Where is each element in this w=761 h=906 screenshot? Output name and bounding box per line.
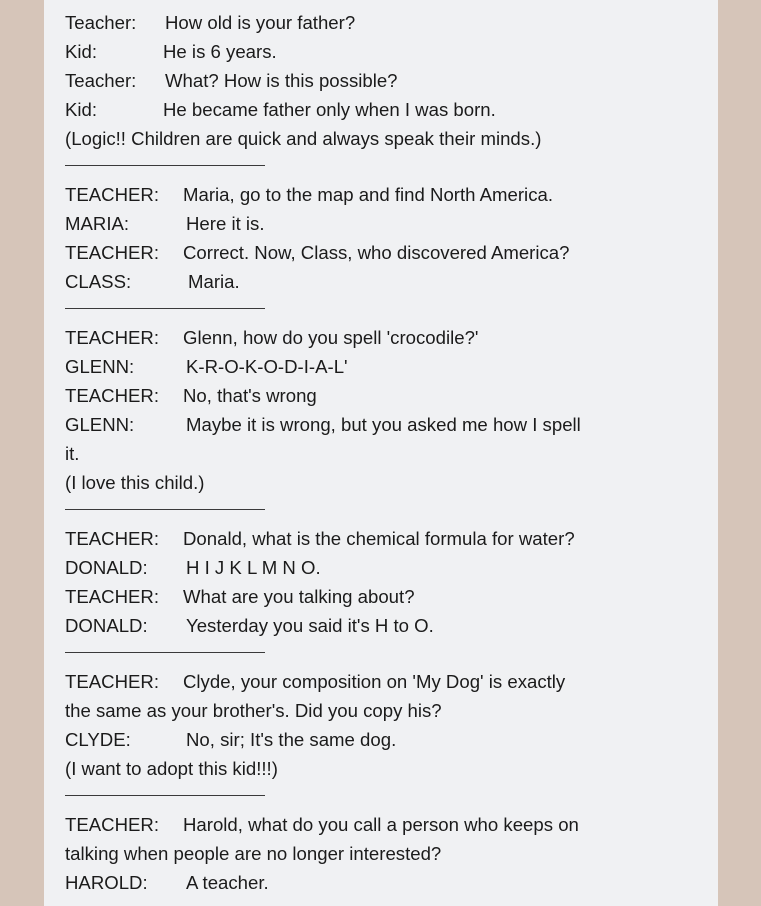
speaker-label: CLASS: [65,271,132,292]
dialogue-text: Yesterday you said it's H to O. [186,615,434,636]
speaker-label: CLYDE: [65,729,131,750]
speaker-label: TEACHER: [65,814,160,835]
joke-document [44,0,718,906]
dialogue-line [65,611,718,640]
dialogue-text: (I love this child.) [65,472,205,493]
speaker-label: TEACHER: [65,671,160,692]
speaker-label: Teacher: [65,70,137,91]
dialogue-text: How old is your father? [165,12,356,33]
dialogue-line [65,180,718,209]
dialogue-line [65,267,718,296]
dialogue-text: Clyde, your composition on 'My Dog' is exactly [183,671,566,692]
section-divider [65,652,265,653]
section-divider [65,795,265,796]
dialogue-line [65,696,718,725]
dialogue-line [65,524,718,553]
dialogue-text: Harold, what do you call a person who keeps on [183,814,579,835]
speaker-label: MARIA: [65,213,130,234]
dialogue-text: No, sir; It's the same dog. [186,729,397,750]
dialogue-line [65,439,718,468]
dialogue-text: Here it is. [186,213,265,234]
dialogue-line [65,582,718,611]
dialogue-line [65,37,718,66]
dialogue-text: Maria. [188,271,240,292]
speaker-label: HAROLD: [65,872,148,893]
dialogue-section [65,667,718,783]
dialogue-section [65,524,718,640]
section-divider [65,308,265,309]
dialogue-line [65,381,718,410]
speaker-label: DONALD: [65,615,148,636]
speaker-label: Kid: [65,99,98,120]
dialogue-line [65,8,718,37]
dialogue-line [65,468,718,497]
dialogue-line [65,95,718,124]
dialogue-text: Maybe it is wrong, but you asked me how I spell [186,414,581,435]
speaker-label: GLENN: [65,356,135,377]
dialogue-text: it. [65,443,80,464]
dialogue-text: talking when people are no longer interested? [65,843,442,864]
dialogue-line [65,868,718,897]
dialogue-line [65,124,718,153]
speaker-label: TEACHER: [65,586,160,607]
dialogue-line [65,66,718,95]
speaker-label: TEACHER: [65,184,160,205]
dialogue-section [65,323,718,497]
dialogue-section [65,180,718,296]
dialogue-text: What are you talking about? [183,586,415,607]
dialogue-line [65,754,718,783]
section-divider [65,165,265,166]
dialogue-text: Glenn, how do you spell 'crocodile?' [183,327,479,348]
dialogue-section [65,810,718,897]
dialogue-section [65,8,718,153]
dialogue-text: What? How is this possible? [165,70,398,91]
speaker-label: TEACHER: [65,327,160,348]
dialogue-text: (Logic!! Children are quick and always speak their minds.) [65,128,542,149]
speaker-label: Kid: [65,41,98,62]
section-divider [65,509,265,510]
dialogue-text: He became father only when I was born. [163,99,496,120]
dialogue-text: K-R-O-K-O-D-I-A-L' [186,356,348,377]
dialogue-line [65,810,718,839]
speaker-label: TEACHER: [65,242,160,263]
dialogue-line [65,323,718,352]
dialogue-text: He is 6 years. [163,41,277,62]
dialogue-text: H I J K L M N O. [186,557,321,578]
dialogue-line [65,839,718,868]
dialogue-text: Correct. Now, Class, who discovered America? [183,242,570,263]
dialogue-text: No, that's wrong [183,385,317,406]
dialogue-line [65,667,718,696]
dialogue-text: Maria, go to the map and find North America. [183,184,553,205]
dialogue-line [65,209,718,238]
speaker-label: GLENN: [65,414,135,435]
dialogue-text: A teacher. [186,872,269,893]
dialogue-text: (I want to adopt this kid!!!) [65,758,278,779]
dialogue-line [65,352,718,381]
dialogue-text: the same as your brother's. Did you copy his? [65,700,442,721]
speaker-label: TEACHER: [65,528,160,549]
speaker-label: TEACHER: [65,385,160,406]
speaker-label: Teacher: [65,12,137,33]
dialogue-line [65,553,718,582]
dialogue-line [65,238,718,267]
speaker-label: DONALD: [65,557,148,578]
dialogue-line [65,725,718,754]
dialogue-text: Donald, what is the chemical formula for water? [183,528,575,549]
dialogue-line [65,410,718,439]
